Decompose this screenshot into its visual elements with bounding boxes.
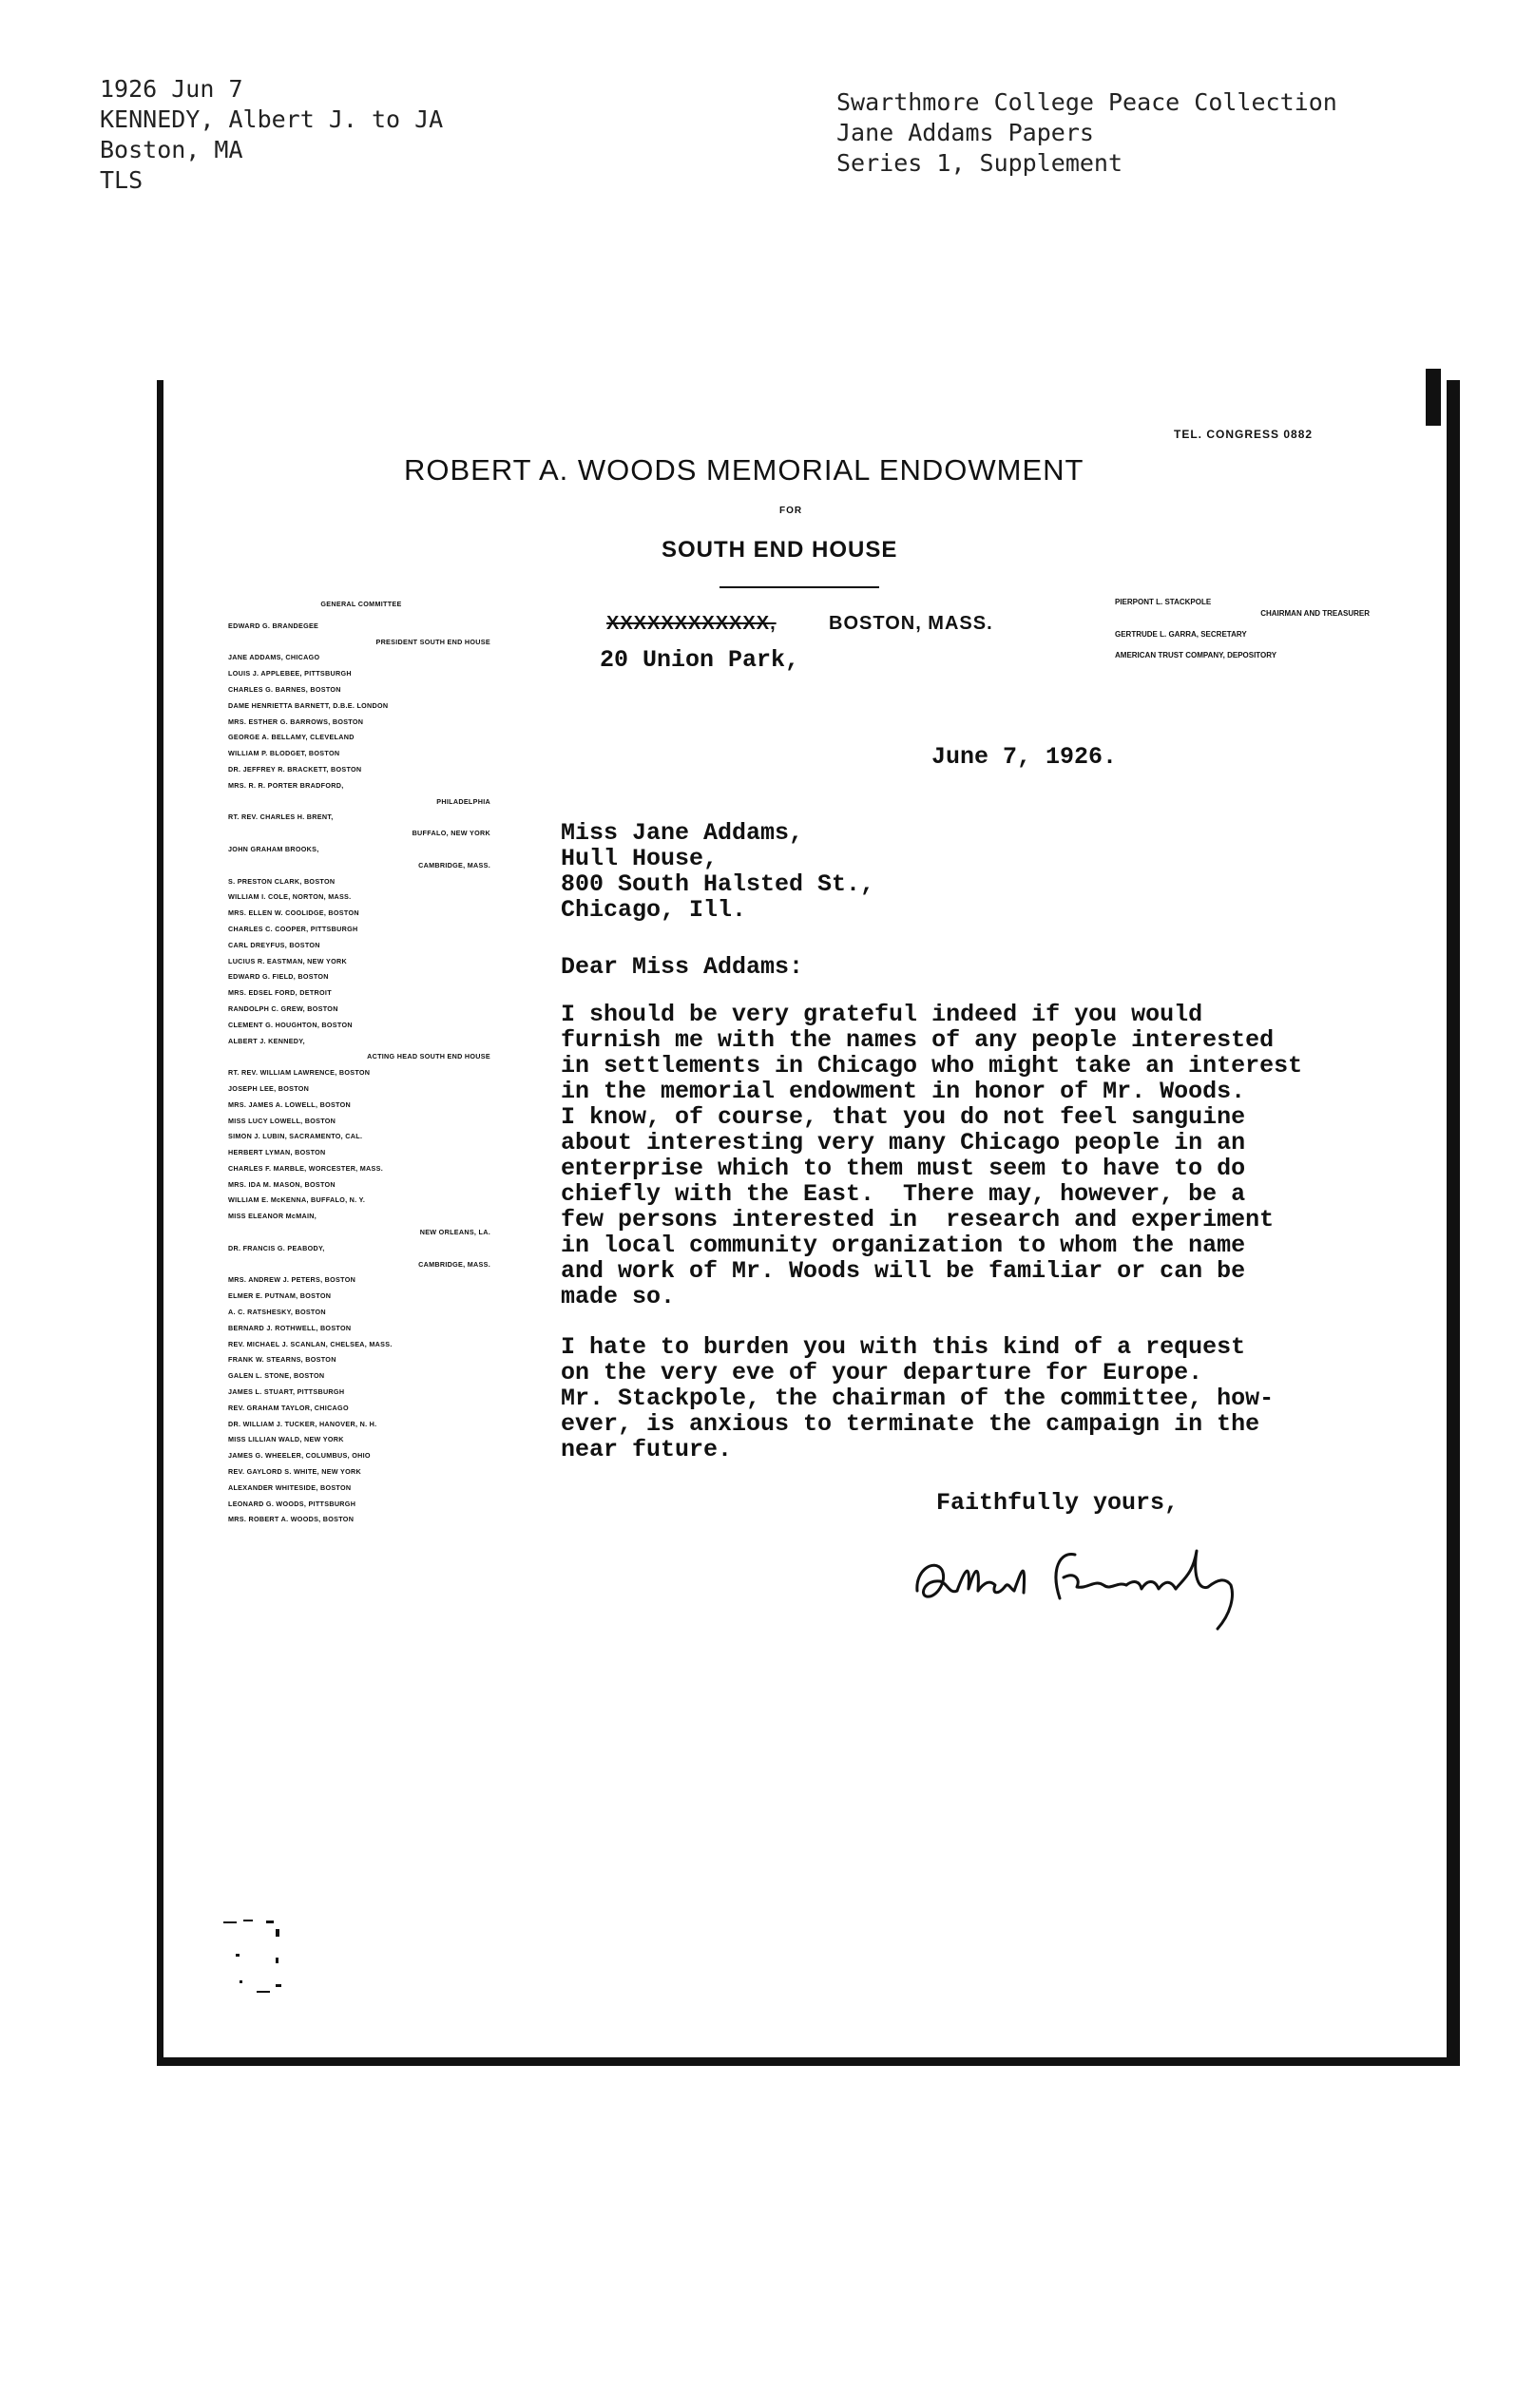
- committee-member-continuation: CAMBRIDGE, MASS.: [418, 860, 490, 870]
- recipient-line: 800 South Halsted St.,: [561, 870, 875, 898]
- committee-member: MISS LUCY LOWELL, BOSTON: [228, 1116, 336, 1125]
- committee-member: WILLIAM E. McKENNA, BUFFALO, N. Y.: [228, 1195, 366, 1205]
- committee-member: CHARLES F. MARBLE, WORCESTER, MASS.: [228, 1163, 384, 1173]
- committee-member: DR. WILLIAM J. TUCKER, HANOVER, N. H.: [228, 1419, 377, 1428]
- scan-artifact-marks: [219, 1910, 314, 2015]
- committee-member: BERNARD J. ROTHWELL, BOSTON: [228, 1323, 352, 1332]
- committee-member: MISS LILLIAN WALD, NEW YORK: [228, 1435, 344, 1444]
- committee-member: JAMES L. STUART, PITTSBURGH: [228, 1387, 345, 1397]
- paragraph-line: few persons interested in research and experiment: [561, 1206, 1275, 1233]
- committee-member: REV. GAYLORD S. WHITE, NEW YORK: [228, 1467, 362, 1477]
- officer-name: AMERICAN TRUST COMPANY, DEPOSITORY: [1115, 651, 1277, 659]
- committee-member: JOSEPH LEE, BOSTON: [228, 1083, 310, 1093]
- committee-member: MRS. R. R. PORTER BRADFORD,: [228, 780, 344, 790]
- paragraph-line: on the very eve of your departure for Europe.: [561, 1359, 1203, 1386]
- committee-member: DR. FRANCIS G. PEABODY,: [228, 1243, 325, 1252]
- committee-member-continuation: ACTING HEAD SOUTH END HOUSE: [367, 1052, 490, 1061]
- committee-member: MRS. ELLEN W. COOLIDGE, BOSTON: [228, 908, 359, 918]
- committee-member: JANE ADDAMS, CHICAGO: [228, 653, 320, 662]
- committee-member: MRS. IDA M. MASON, BOSTON: [228, 1179, 336, 1189]
- committee-member: JOHN GRAHAM BROOKS,: [228, 844, 319, 853]
- paragraph-line: I should be very grateful indeed if you would: [561, 1001, 1203, 1028]
- collection-line: Jane Addams Papers: [836, 119, 1094, 146]
- paragraph-line: ever, is anxious to terminate the campaign in the: [561, 1410, 1260, 1438]
- committee-member: MISS ELEANOR McMAIN,: [228, 1212, 317, 1221]
- paragraph-line: in local community organization to whom the name: [561, 1232, 1246, 1259]
- committee-member: REV. GRAHAM TAYLOR, CHICAGO: [228, 1403, 349, 1412]
- paragraph-line: near future.: [561, 1436, 733, 1463]
- committee-member: MRS. ANDREW J. PETERS, BOSTON: [228, 1275, 356, 1285]
- committee-member: RT. REV. WILLIAM LAWRENCE, BOSTON: [228, 1068, 371, 1078]
- committee-member: LEONARD G. WOODS, PITTSBURGH: [228, 1499, 356, 1508]
- committee-member: JAMES G. WHEELER, COLUMBUS, OHIO: [228, 1451, 371, 1461]
- letterhead-telephone: TEL. CONGRESS 0882: [1174, 428, 1314, 441]
- recipient-line: Chicago, Ill.: [561, 896, 747, 924]
- collection-info: [836, 87, 1337, 179]
- committee-member: RT. REV. CHARLES H. BRENT,: [228, 812, 334, 822]
- committee-member: ALEXANDER WHITESIDE, BOSTON: [228, 1482, 352, 1492]
- committee-member: CARL DREYFUS, BOSTON: [228, 940, 320, 949]
- committee-member-continuation: PRESIDENT SOUTH END HOUSE: [375, 637, 490, 646]
- paragraph-line: I hate to burden you with this kind of a request: [561, 1333, 1246, 1361]
- letterhead-rule: [720, 586, 879, 588]
- paragraph-line: in the memorial endowment in honor of Mr. Woods.: [561, 1078, 1246, 1105]
- letterhead-house: SOUTH END HOUSE: [662, 537, 898, 563]
- committee-list: [228, 619, 494, 1528]
- officer-name: GERTRUDE L. GARRA, SECRETARY: [1115, 630, 1247, 639]
- letterhead-title: ROBERT A. WOODS MEMORIAL ENDOWMENT: [404, 453, 1084, 487]
- committee-member: GALEN L. STONE, BOSTON: [228, 1371, 325, 1381]
- committee-title: GENERAL COMMITTEE: [320, 600, 402, 608]
- recipient-line: Miss Jane Addams,: [561, 819, 804, 847]
- paragraph-1: [561, 1002, 1302, 1309]
- recipient-address: [561, 820, 874, 923]
- committee-member: RANDOLPH C. GREW, BOSTON: [228, 1003, 338, 1013]
- committee-member-continuation: CAMBRIDGE, MASS.: [418, 1259, 490, 1269]
- general-committee: [228, 597, 494, 1528]
- committee-member: ELMER E. PUTNAM, BOSTON: [228, 1291, 332, 1301]
- catalog-line: KENNEDY, Albert J. to JA: [100, 105, 444, 133]
- paragraph-line: about interesting very many Chicago people in an: [561, 1129, 1246, 1156]
- catalog-line: TLS: [100, 166, 144, 194]
- recipient-line: Hull House,: [561, 845, 719, 872]
- committee-member: WILLIAM I. COLE, NORTON, MASS.: [228, 892, 352, 902]
- committee-member: MRS. EDSEL FORD, DETROIT: [228, 988, 332, 998]
- committee-member: GEORGE A. BELLAMY, CLEVELAND: [228, 733, 355, 742]
- letterhead-for: FOR: [779, 506, 803, 516]
- officer-name: PIERPONT L. STACKPOLE: [1115, 598, 1212, 606]
- committee-member: MRS. ESTHER G. BARROWS, BOSTON: [228, 717, 364, 726]
- closing: Faithfully yours,: [936, 1489, 1180, 1517]
- paragraph-line: made so.: [561, 1283, 676, 1310]
- paragraph-line: chiefly with the East. There may, however, be a: [561, 1180, 1246, 1208]
- committee-member: EDWARD G. BRANDEGEE: [228, 621, 319, 630]
- committee-member: CHARLES C. COOPER, PITTSBURGH: [228, 924, 358, 933]
- committee-member: REV. MICHAEL J. SCANLAN, CHELSEA, MASS.: [228, 1339, 393, 1348]
- committee-member: CLEMENT G. HOUGHTON, BOSTON: [228, 1020, 353, 1029]
- officer-role: CHAIRMAN AND TREASURER: [1260, 609, 1370, 618]
- committee-member: MRS. JAMES A. LOWELL, BOSTON: [228, 1099, 351, 1109]
- committee-member: DR. JEFFREY R. BRACKETT, BOSTON: [228, 764, 362, 774]
- letter-date: June 7, 1926.: [931, 743, 1118, 771]
- paragraph-2: [561, 1334, 1274, 1462]
- committee-member: DAME HENRIETTA BARNETT, D.B.E. LONDON: [228, 700, 389, 710]
- committee-member: HERBERT LYMAN, BOSTON: [228, 1148, 326, 1157]
- paragraph-line: enterprise which to them must seem to have to do: [561, 1155, 1246, 1182]
- committee-member: CHARLES G. BARNES, BOSTON: [228, 684, 341, 694]
- collection-line: Swarthmore College Peace Collection: [836, 88, 1337, 116]
- officers-list: [1115, 597, 1372, 661]
- committee-member: MRS. ROBERT A. WOODS, BOSTON: [228, 1515, 355, 1524]
- collection-line: Series 1, Supplement: [836, 149, 1123, 177]
- committee-member: ALBERT J. KENNEDY,: [228, 1036, 305, 1045]
- catalog-line: 1926 Jun 7: [100, 75, 243, 103]
- committee-member: S. PRESTON CLARK, BOSTON: [228, 876, 336, 886]
- committee-member: SIMON J. LUBIN, SACRAMENTO, CAL.: [228, 1132, 363, 1141]
- salutation: Dear Miss Addams:: [561, 953, 804, 981]
- paragraph-line: Mr. Stackpole, the chairman of the committee, how-: [561, 1385, 1275, 1412]
- committee-member: FRANK W. STEARNS, BOSTON: [228, 1355, 336, 1365]
- catalog-line: Boston, MA: [100, 136, 243, 163]
- paragraph-line: in settlements in Chicago who might take an interest: [561, 1052, 1303, 1080]
- paragraph-line: I know, of course, that you do not feel sanguine: [561, 1103, 1246, 1131]
- committee-member-continuation: NEW ORLEANS, LA.: [419, 1228, 490, 1237]
- typed-address: 20 Union Park,: [600, 646, 800, 674]
- committee-member-continuation: BUFFALO, NEW YORK: [412, 829, 490, 838]
- paragraph-line: and work of Mr. Woods will be familiar or can be: [561, 1257, 1246, 1285]
- catalog-info: [100, 74, 443, 196]
- committee-member: WILLIAM P. BLODGET, BOSTON: [228, 749, 340, 758]
- paragraph-line: furnish me with the names of any people interested: [561, 1026, 1275, 1054]
- letterhead-city: BOSTON, MASS.: [829, 613, 993, 634]
- struck-address: XXXXXXXXXXXX,: [606, 613, 777, 634]
- committee-member-continuation: PHILADELPHIA: [436, 796, 490, 806]
- committee-member: LOUIS J. APPLEBEE, PITTSBURGH: [228, 669, 352, 678]
- scan-edge-shadow: [1426, 369, 1441, 426]
- committee-member: LUCIUS R. EASTMAN, NEW YORK: [228, 956, 347, 965]
- committee-member: EDWARD G. FIELD, BOSTON: [228, 972, 329, 982]
- committee-member: A. C. RATSHESKY, BOSTON: [228, 1308, 326, 1317]
- handwritten-signature: [908, 1532, 1288, 1636]
